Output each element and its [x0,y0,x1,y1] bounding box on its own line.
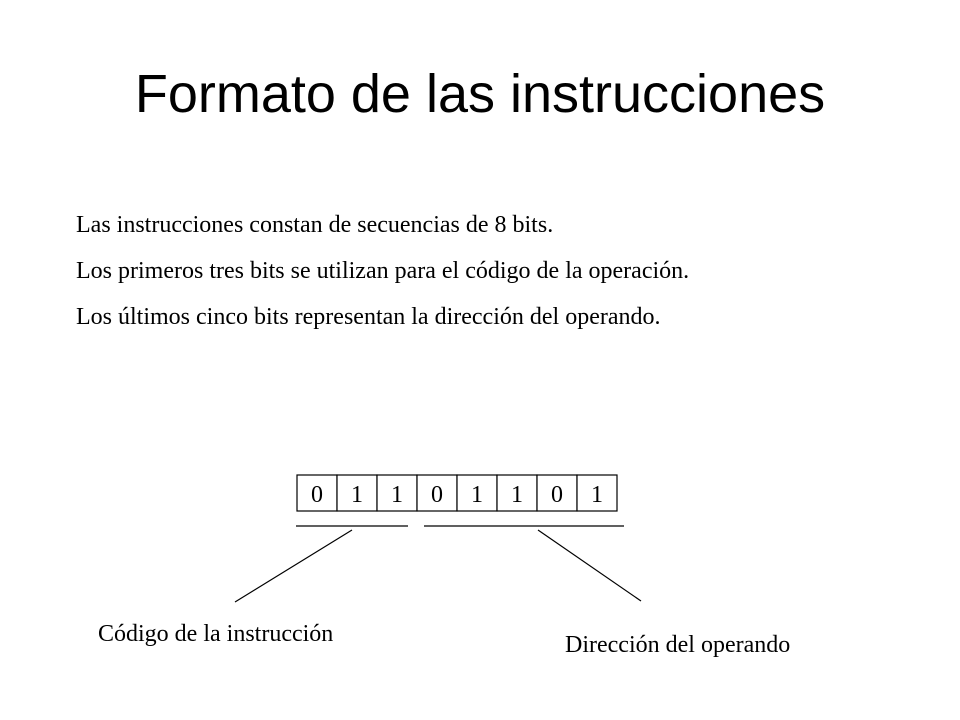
bit-value-1: 1 [351,482,363,508]
paragraph-opcode: Los primeros tres bits se utilizan para el código de la operación. [76,258,690,284]
bit-value-6: 0 [551,482,563,508]
bit-value-2: 1 [391,482,403,508]
operand-label: Dirección del operando [565,632,791,658]
opcode-pointer-line [235,530,352,602]
bit-value-5: 1 [511,482,523,508]
bit-value-0: 0 [311,482,323,508]
bit-register [297,475,617,511]
slide-title: Formato de las instrucciones [134,64,826,124]
paragraph-operand: Los últimos cinco bits representan la dirección del operando. [76,304,661,330]
opcode-label: Código de la instrucción [98,621,334,647]
operand-pointer-line [538,530,641,601]
bit-value-4: 1 [471,482,483,508]
bit-value-3: 0 [431,482,443,508]
paragraph-bit-length: Las instrucciones constan de secuencias de 8 bits. [76,212,554,238]
bit-value-7: 1 [591,482,603,508]
